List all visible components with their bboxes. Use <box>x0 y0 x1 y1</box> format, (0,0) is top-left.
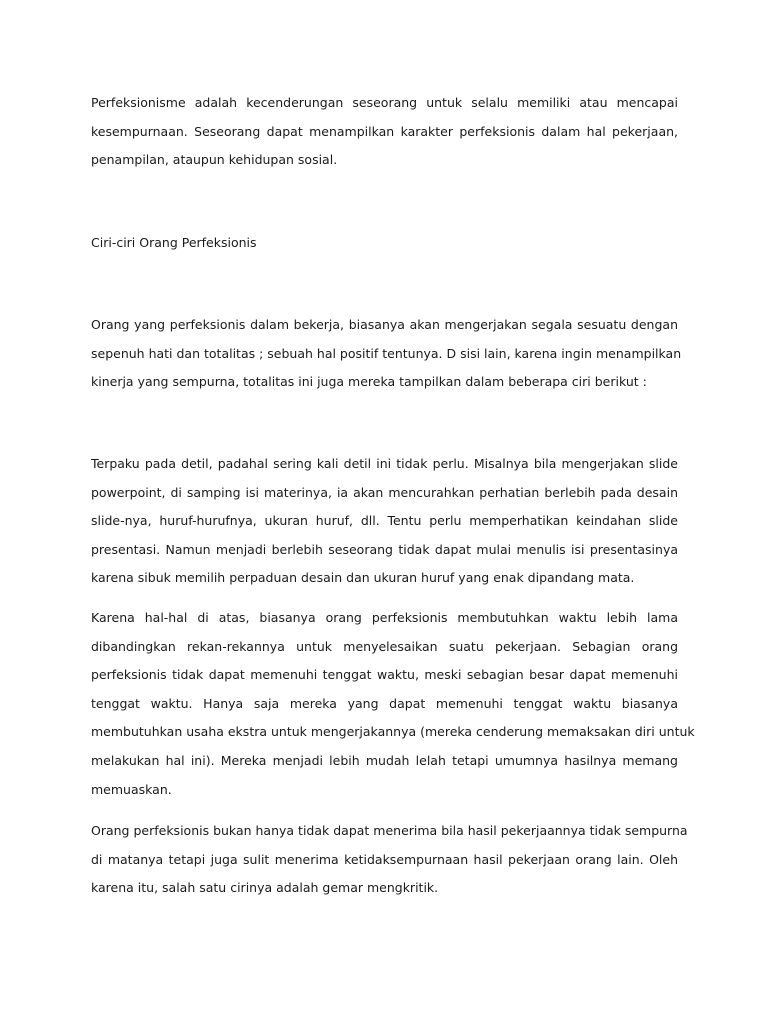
paragraph-line: karena itu, salah satu cirinya adalah gemar mengkritik. <box>91 880 439 896</box>
paragraph-line: melakukan hal ini). Mereka menjadi lebih mudah lelah tetapi umumnya hasilnya memang <box>91 752 678 768</box>
section-heading: Ciri-ciri Orang Perfeksionis <box>91 235 257 250</box>
paragraph-line: membutuhkan usaha ekstra untuk mengerjakannya (mereka cenderung memaksakan diri untuk <box>91 724 695 740</box>
paragraph-line: sepenuh hati dan totalitas ; sebuah hal positif tentunya. D sisi lain, karena ingin menampilkan <box>91 345 682 361</box>
paragraph-line: Orang perfeksionis bukan hanya tidak dapat menerima bila hasil pekerjaannya tidak sempurna <box>91 823 688 838</box>
paragraph-line: presentasi. Namun menjadi berlebih seseorang tidak dapat mulai menulis isi presentasinya <box>91 541 678 557</box>
paragraph-line: slide-nya, huruf-hurufnya, ukuran huruf, dll. Tentu perlu memperhatikan keindahan slide <box>91 513 678 529</box>
paragraph-line: tenggat waktu. Hanya saja mereka yang dapat memenuhi tenggat waktu biasanya <box>91 695 678 711</box>
paragraph-line: kinerja yang sempurna, totalitas ini juga mereka tampilkan dalam beberapa ciri berikut : <box>91 374 647 390</box>
paragraph-criticism <box>91 817 688 903</box>
paragraph-time <box>91 604 695 804</box>
paragraph-detail <box>91 450 678 593</box>
paragraph-line: kesempurnaan. Seseorang dapat menampilkan karakter perfeksionis dalam hal pekerjaan, <box>91 123 678 139</box>
paragraph-line: Terpaku pada detil, padahal sering kali detil ini tidak perlu. Misalnya bila mengerjakan slide <box>91 456 678 471</box>
paragraph-line: Karena hal-hal di atas, biasanya orang perfeksionis membutuhkan waktu lebih lama <box>91 610 678 625</box>
paragraph-line: powerpoint, di samping isi materinya, ia akan mencurahkan perhatian berlebih pada desain <box>91 484 678 500</box>
paragraph-line: Perfeksionisme adalah kecenderungan seseorang untuk selalu memiliki atau mencapai <box>91 95 678 110</box>
paragraph-line: memuaskan. <box>91 781 172 797</box>
paragraph-intro <box>91 311 682 397</box>
paragraph-line: di matanya tetapi juga sulit menerima ketidaksempurnaan hasil pekerjaan orang lain. Oleh <box>91 851 678 867</box>
paragraph-line: dibandingkan rekan-rekannya untuk menyelesaikan suatu pekerjaan. Sebagian orang <box>91 638 678 654</box>
paragraph-line: karena sibuk memilih perpaduan desain dan ukuran huruf yang enak dipandang mata. <box>91 570 635 586</box>
paragraph-line: Orang yang perfeksionis dalam bekerja, biasanya akan mengerjakan segala sesuatu dengan <box>91 317 678 332</box>
paragraph-line: perfeksionis tidak dapat memenuhi tenggat waktu, meski sebagian besar dapat memenuhi <box>91 667 678 683</box>
paragraph-definition <box>91 89 678 175</box>
paragraph-line: penampilan, ataupun kehidupan sosial. <box>91 152 338 168</box>
